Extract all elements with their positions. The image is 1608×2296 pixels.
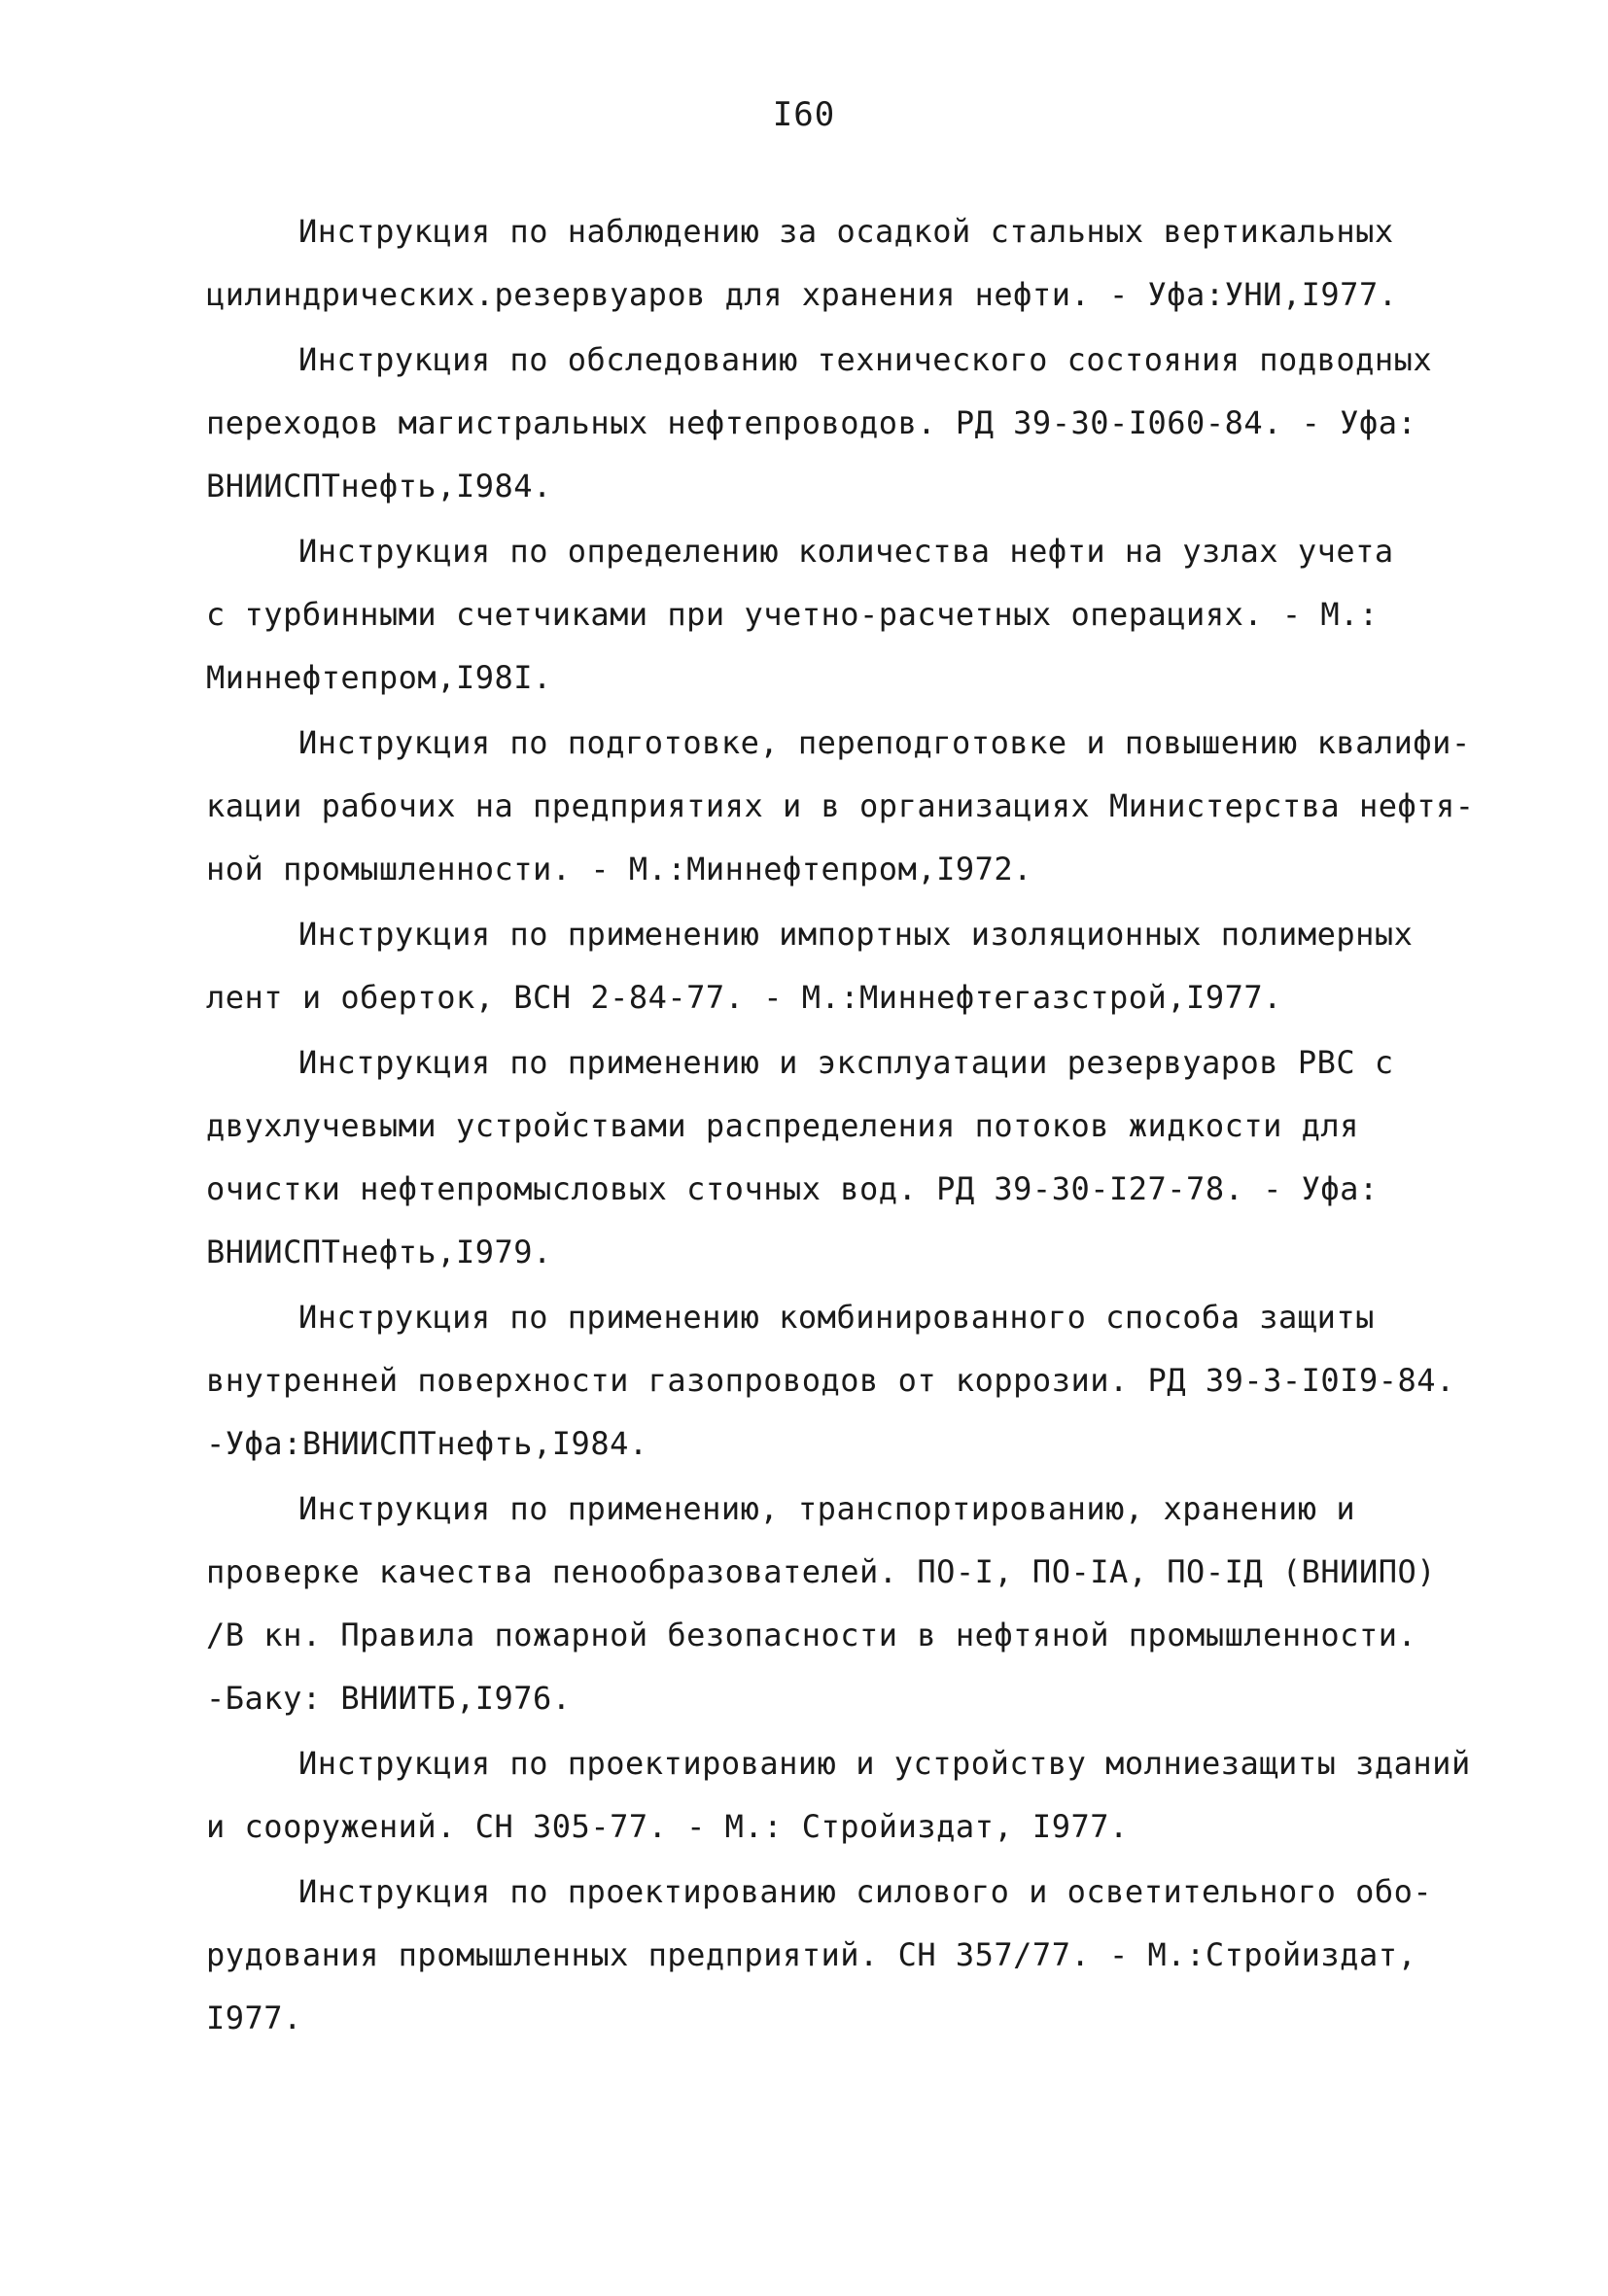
bibliography-entry (206, 1861, 1499, 2050)
entry-line: цилиндрических.резервуаров для хранения нефти. - Уфа:УНИ,I977. (206, 276, 1398, 313)
entry-line: Инструкция по проектированию и устройству молниезащиты зданий (298, 1745, 1471, 1782)
bibliography-entry (206, 329, 1499, 518)
entry-line: ВНИИСПТнефть,I984. (206, 468, 552, 504)
entry-line: ВНИИСПТнефть,I979. (206, 1234, 552, 1270)
bibliography-list (206, 200, 1499, 2050)
bibliography-entry (206, 1732, 1499, 1859)
entry-line: Инструкция по наблюдению за осадкой стальных вертикальных (298, 213, 1394, 250)
entry-line: внутренней поверхности газопроводов от коррозии. РД 39-3-I0I9-84. (206, 1362, 1455, 1399)
entry-line: Инструкция по применению и эксплуатации резервуаров РВС с (298, 1044, 1394, 1081)
entry-line: и сооружений. СН 305-77. - М.: Стройиздат, I977. (206, 1808, 1129, 1845)
entry-line: Инструкция по применению комбинированного способа защиты (298, 1299, 1375, 1336)
bibliography-entry (206, 200, 1499, 327)
entry-line: Инструкция по подготовке, переподготовке и повышению квалифи- (298, 724, 1471, 761)
entry-line: /В кн. Правила пожарной безопасности в нефтяной промышленности. (206, 1617, 1417, 1653)
entry-line: Инструкция по применению импортных изоляционных полимерных (298, 916, 1414, 953)
bibliography-entry (206, 1478, 1499, 1730)
bibliography-entry (206, 520, 1499, 710)
entry-line: проверке качества пенообразователей. ПО-I, ПО-IA, ПО-IД (ВНИИПО) (206, 1553, 1436, 1590)
bibliography-entry (206, 1031, 1499, 1284)
entry-line: двухлучевыми устройствами распределения потоков жидкости для (206, 1107, 1359, 1144)
entry-line: рудования промышленных предприятий. СН 357/77. - М.:Стройиздат, (206, 1936, 1417, 1973)
entry-line: Миннефтепром,I98I. (206, 659, 552, 696)
page-number: I60 (772, 95, 836, 134)
entry-line: -Уфа:ВНИИСПТнефть,I984. (206, 1425, 648, 1462)
bibliography-entry (206, 712, 1499, 901)
entry-line: Инструкция по определению количества нефти на узлах учета (298, 533, 1394, 570)
entry-line: -Баку: ВНИИТБ,I976. (206, 1680, 572, 1717)
entry-line: с турбинными счетчиками при учетно-расчетных операциях. - М.: (206, 596, 1379, 633)
entry-line: Инструкция по проектированию силового и осветительного обо- (298, 1873, 1433, 1910)
bibliography-entry (206, 903, 1499, 1029)
entry-line: Инструкция по применению, транспортированию, хранению и (298, 1490, 1356, 1527)
entry-line: кации рабочих на предприятиях и в организациях Министерства нефтя- (206, 787, 1475, 824)
entry-line: очистки нефтепромысловых сточных вод. РД 39-30-I27-78. - Уфа: (206, 1170, 1379, 1207)
bibliography-entry (206, 1286, 1499, 1476)
entry-line: переходов магистральных нефтепроводов. РД 39-30-I060-84. - Уфа: (206, 404, 1417, 441)
entry-line: ной промышленности. - М.:Миннефтепром,I972. (206, 851, 1032, 887)
entry-line: Инструкция по обследованию технического состояния подводных (298, 341, 1433, 378)
entry-line: лент и оберток, ВСН 2-84-77. - М.:Миннефтегазстрой,I977. (206, 979, 1282, 1016)
entry-line: I977. (206, 2000, 302, 2036)
